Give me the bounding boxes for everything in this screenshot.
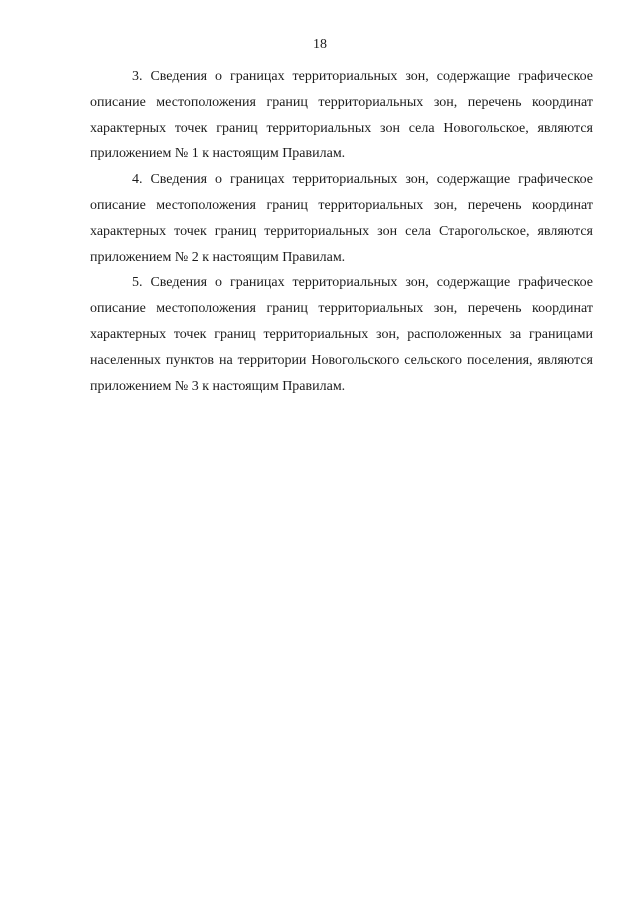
paragraph-3: 3. Сведения о границах территориальных зон, содержащие графическое описание местоположения границ территориальных зон, перечень координат характерных точек границ территориальных зон села Новогольское, являются приложением № 1 к настоящим Правилам. bbox=[90, 69, 593, 162]
paragraph-4: 4. Сведения о границах территориальных зон, содержащие графическое описание местоположения границ территориальных зон, перечень координат характерных точек границ территориальных зон села Старогольское, являются приложением № 2 к настоящим Правилам. bbox=[90, 172, 593, 265]
page-number: 18 bbox=[313, 37, 327, 52]
paragraph-5: 5. Сведения о границах территориальных зон, содержащие графическое описание местоположения границ территориальных зон, перечень координат характерных точек границ территориальных зон, расположенных за границами населенных пунктов на территории Новогольского сельского поселения, являются приложением № 3 к настоящим Правилам. bbox=[90, 275, 593, 394]
document-body bbox=[90, 64, 593, 399]
